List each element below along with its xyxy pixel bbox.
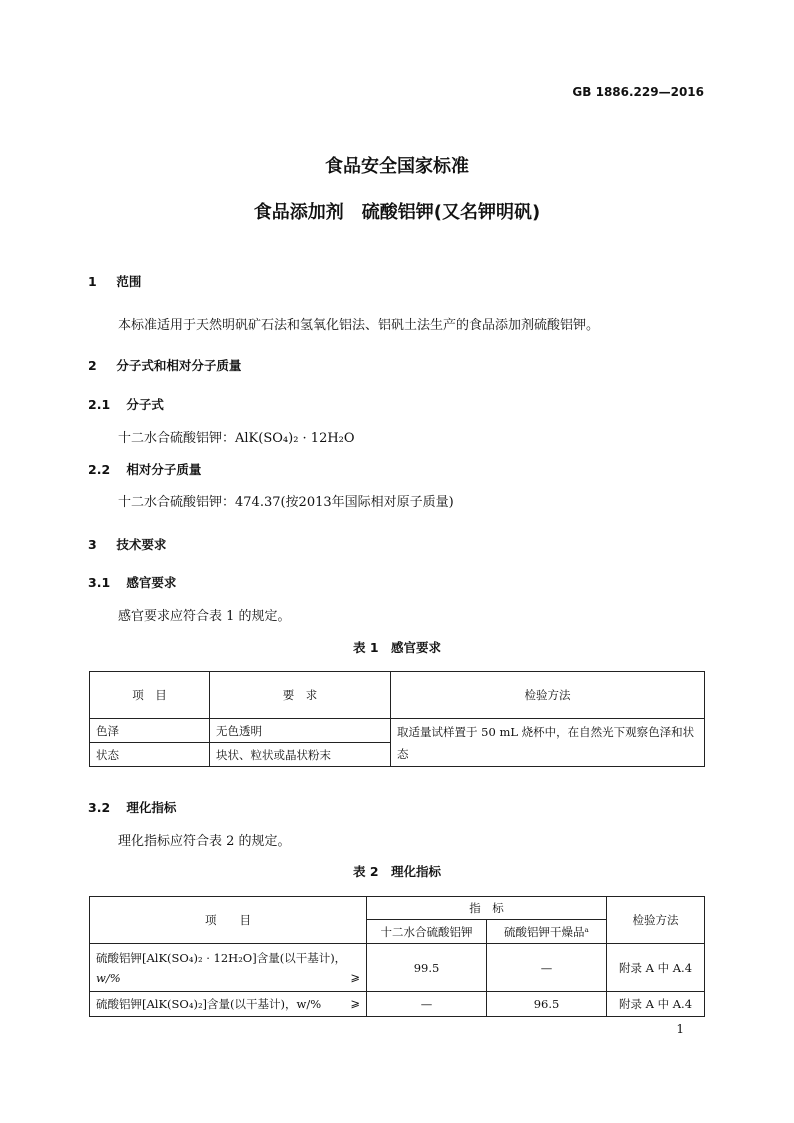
header-dodecahydrate: 十二水合硫酸铝钾 <box>367 920 487 944</box>
formula-prefix: 十二水合硫酸铝钾： <box>118 431 236 446</box>
section-3-2-heading <box>88 798 176 816</box>
row-item <box>90 992 367 1017</box>
section-title: 分子式 <box>126 397 164 412</box>
ge-symbol: ⩾ <box>350 970 360 984</box>
table-2-caption: 表 2 理化指标 <box>352 864 442 879</box>
row-item-text: 硫酸铝钾[AlK(SO₄)₂]含量(以干基计)，w/% <box>96 997 322 1011</box>
page-number: 1 <box>676 1022 684 1036</box>
table-2 <box>89 896 705 1017</box>
row-item-line2: w/% <box>96 970 121 985</box>
section-number: 3.2 <box>88 800 111 815</box>
header-index: 指 标 <box>367 897 607 920</box>
section-number: 3.1 <box>88 575 111 590</box>
section-title: 理化指标 <box>126 800 177 815</box>
section-number: 1 <box>88 274 97 289</box>
section-number: 2 <box>88 358 97 373</box>
row-item: 色泽 <box>90 719 210 743</box>
row-value-dodecahydrate: 99.5 <box>367 944 487 992</box>
header-method: 检验方法 <box>391 672 705 719</box>
row-method: 取适量试样置于 50 mL 烧杯中，在自然光下观察色泽和状态 <box>391 719 705 767</box>
section-number: 3 <box>88 537 97 552</box>
row-method: 附录 A 中 A.4 <box>607 944 705 992</box>
section-number: 2.1 <box>88 397 111 412</box>
row-value-dodecahydrate: — <box>367 992 487 1017</box>
standard-number: GB 1886.229—2016 <box>572 85 704 99</box>
section-title: 分子式和相对分子质量 <box>116 358 242 373</box>
row-method: 附录 A 中 A.4 <box>607 992 705 1017</box>
row-requirement: 块状、粒状或晶状粉末 <box>210 743 391 767</box>
section-3-heading <box>88 535 166 553</box>
header-item: 项 目 <box>90 672 210 719</box>
section-number: 2.2 <box>88 462 111 477</box>
row-value-dried: 96.5 <box>487 992 607 1017</box>
table-header-row <box>90 672 705 719</box>
header-method: 检验方法 <box>607 897 705 944</box>
row-value-dried: — <box>487 944 607 992</box>
ge-symbol: ⩾ <box>350 996 360 1010</box>
document-title: 食品安全国家标准 <box>325 156 469 177</box>
row-item <box>90 944 367 992</box>
section-1-heading <box>88 272 141 290</box>
row-requirement: 无色透明 <box>210 719 391 743</box>
header-dried: 硫酸铝钾干燥品ᵃ <box>487 920 607 944</box>
molecular-formula: AlK(SO₄)₂ · 12H₂O <box>235 431 355 446</box>
section-title: 技术要求 <box>116 537 167 552</box>
table-1-caption: 表 1 感官要求 <box>352 640 442 655</box>
section-1-text: 本标准适用于天然明矾矿石法和氢氧化铝法、铝矾土法生产的食品添加剂硫酸铝钾。 <box>118 318 600 333</box>
table-row <box>90 944 705 992</box>
molecular-formula-line <box>118 427 355 446</box>
section-3-1-heading <box>88 573 176 591</box>
table-header-row <box>90 897 705 920</box>
row-item-line1: 硫酸铝钾[AlK(SO₄)₂ · 12H₂O]含量(以干基计)， <box>96 950 347 965</box>
section-title: 范围 <box>116 274 142 289</box>
section-title: 相对分子质量 <box>126 462 202 477</box>
section-2-heading <box>88 356 241 374</box>
header-item: 项 目 <box>90 897 367 944</box>
section-title: 感官要求 <box>126 575 177 590</box>
document-subtitle: 食品添加剂 硫酸铝钾(又名钾明矾) <box>253 202 541 223</box>
header-requirement: 要 求 <box>210 672 391 719</box>
table-row <box>90 992 705 1017</box>
section-3-2-text: 理化指标应符合表 2 的规定。 <box>118 834 291 849</box>
molecular-mass-line: 十二水合硫酸铝钾：474.37(按2013年国际相对原子质量) <box>118 495 454 510</box>
section-2-2-heading <box>88 460 201 478</box>
section-2-1-heading <box>88 395 164 413</box>
section-3-1-text: 感官要求应符合表 1 的规定。 <box>118 609 291 624</box>
table-1 <box>89 671 705 767</box>
row-item: 状态 <box>90 743 210 767</box>
table-row <box>90 719 705 743</box>
